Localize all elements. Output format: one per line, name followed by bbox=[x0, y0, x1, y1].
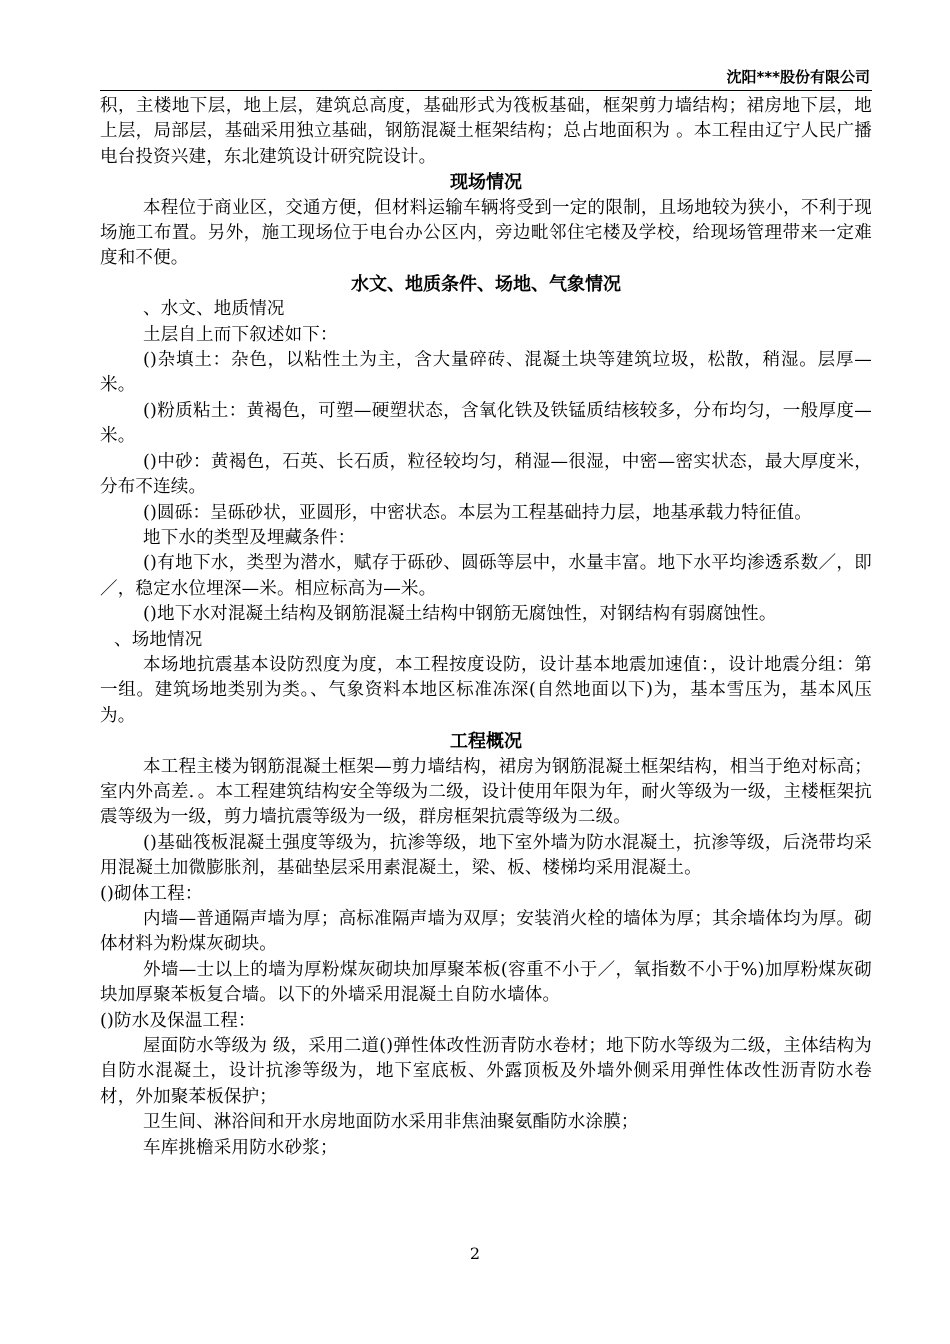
paragraph: 、水文、地质情况 bbox=[143, 299, 285, 320]
document-body bbox=[100, 94, 872, 1161]
paragraph: ()圆砾：呈砾砂状，亚圆形，中密状态。本层为工程基础持力层，地基承载力特征值。 bbox=[143, 502, 812, 523]
paragraph: 本场地抗震基本设防烈度为度，本工程按度设防，设计基本地震加速值：，设计地震分组：第一组。建筑场地类别为类。、气象资料本地区标准冻深(自然地面以下)为，基本雪压为，基本风压为。 bbox=[100, 654, 872, 726]
paragraph: 车库挑檐采用防水砂浆； bbox=[143, 1137, 338, 1158]
paragraph: 屋面防水等级为 级，采用二道()弹性体改性沥青防水卷材；地下防水等级为二级，主体结构为自防水混凝土，设计抗渗等级为，地下室底板、外露顶板及外墙外侧采用弹性体改性沥青防水卷材，外加聚苯板保护； bbox=[100, 1036, 872, 1107]
paragraph: 本工程主楼为钢筋混凝土框架—剪力墙结构，裙房为钢筋混凝土框架结构，相当于绝对标高；室内外高差．。本工程建筑结构安全等级为二级，设计使用年限为年，耐火等级为一级，主楼框架抗震等级为一级，剪力墙抗震等级为一级，群房框架抗震等级为二级。 bbox=[100, 756, 872, 828]
paragraph: 土层自上而下叙述如下： bbox=[143, 324, 338, 345]
section-heading: 工程概况 bbox=[450, 731, 522, 753]
paragraph: 本程位于商业区，交通方便，但材料运输车辆将受到一定的限制，且场地较为狭小，不利于现场施工布置。另外，施工现场位于电台办公区内，旁边毗邻住宅楼及学校，给现场管理带来一定难度和不便。 bbox=[100, 197, 872, 269]
paragraph: ()中砂：黄褐色，石英、长石质，粒径较均匀，稍湿—很湿，中密—密实状态，最大厚度米，分布不连续。 bbox=[100, 451, 872, 498]
paragraph: 卫生间、淋浴间和开水房地面防水采用非焦油聚氨酯防水涂膜； bbox=[143, 1112, 639, 1133]
paragraph: ()地下水对混凝土结构及钢筋混凝土结构中钢筋无腐蚀性，对钢结构有弱腐蚀性。 bbox=[143, 604, 777, 625]
paragraph: ()防水及保温工程： bbox=[100, 1010, 256, 1031]
paragraph: 外墙—士以上的墙为厚粉煤灰砌块加厚聚苯板(容重不小于／，氧指数不小于%)加厚粉煤灰砌块加厚聚苯板复合墙。以下的外墙采用混凝土自防水墙体。 bbox=[100, 959, 872, 1006]
section-heading: 现场情况 bbox=[450, 172, 522, 194]
section-heading: 水文、地质条件、场地、气象情况 bbox=[351, 273, 621, 295]
paragraph: 内墙—普通隔声墙为厚；高标准隔声墙为双厚；安装消火栓的墙体为厚；其余墙体均为厚。砌体材料为粉煤灰砌块。 bbox=[100, 909, 872, 955]
paragraph: ()基础筏板混凝土强度等级为，抗渗等级，地下室外墙为防水混凝土，抗渗等级，后浇带均采用混凝土加微膨胀剂，基础垫层采用素混凝土，梁、板、楼梯均采用混凝土。 bbox=[100, 832, 872, 879]
paragraph: 、场地情况 bbox=[114, 629, 203, 650]
paragraph: ()粉质粘土：黄褐色，可塑—硬塑状态，含氧化铁及铁锰质结核较多，分布均匀，一般厚度—米。 bbox=[100, 400, 872, 447]
paragraph: ()砌体工程： bbox=[100, 883, 203, 904]
page-header bbox=[100, 64, 872, 91]
paragraph: 地下水的类型及埋藏条件： bbox=[143, 527, 356, 548]
paragraph: ()杂填土：杂色，以粘性土为主，含大量碎砖、混凝土块等建筑垃圾，松散，稍湿。层厚—米。 bbox=[100, 350, 872, 396]
paragraph: 积，主楼地下层，地上层，建筑总高度，基础形式为筏板基础，框架剪力墙结构；裙房地下层，地上层，局部层，基础采用独立基础，钢筋混凝土框架结构；总占地面积为 。本工程由辽宁人民广播电台投资兴建，东北建筑设计研究院设计。 bbox=[100, 96, 872, 167]
paragraph: ()有地下水，类型为潜水，赋存于砾砂、圆砾等层中，水量丰富。地下水平均渗透系数／，即／，稳定水位埋深—米。相应标高为—米。 bbox=[100, 553, 872, 599]
page-number: 2 bbox=[469, 1244, 481, 1263]
company-name: 沈阳***股份有限公司 bbox=[726, 68, 870, 86]
